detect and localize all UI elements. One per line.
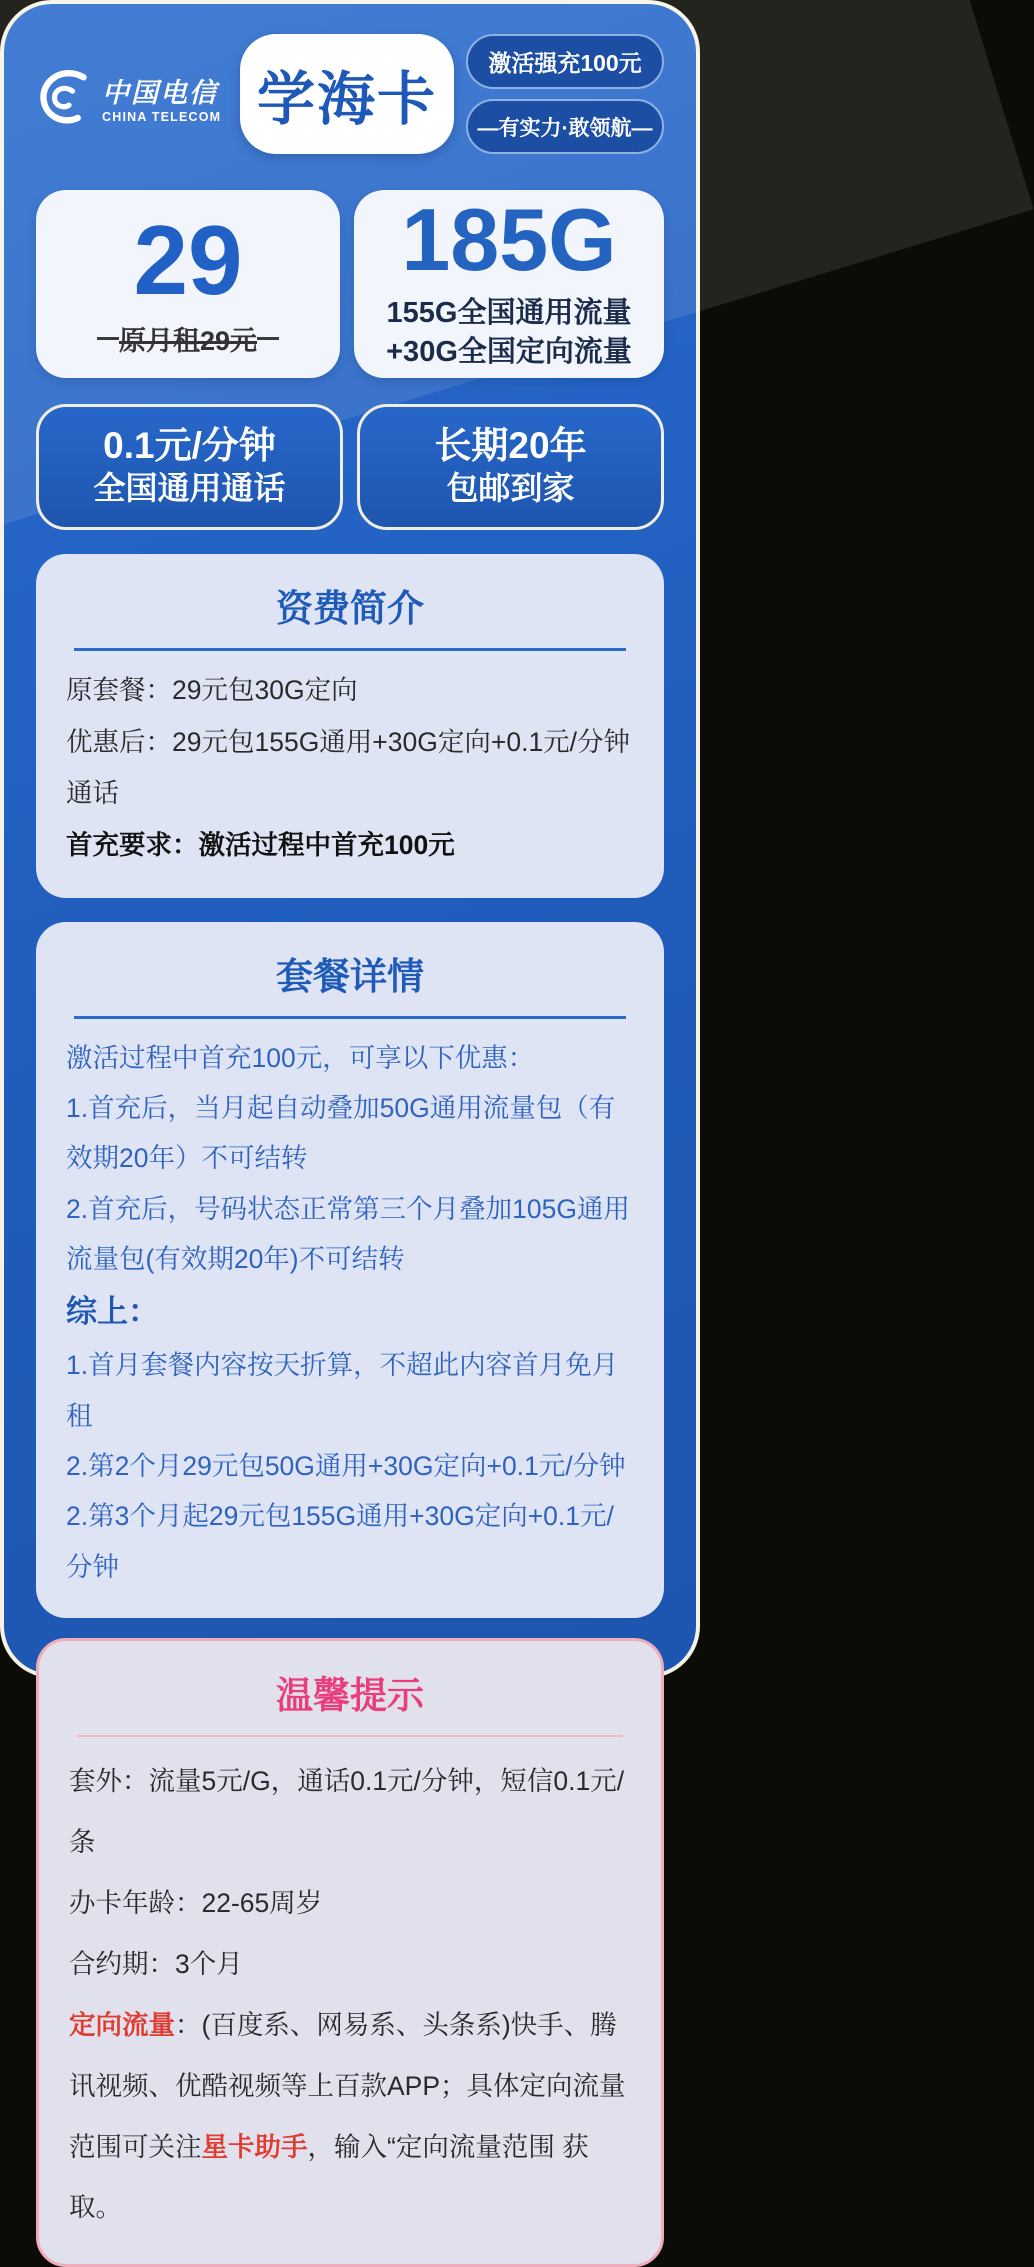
fee-intro-title: 资费简介 xyxy=(276,588,424,629)
plan-detail-divider xyxy=(74,1016,626,1019)
summary-line: 2.第2个月29元包50G通用+30G定向+0.1元/分钟 xyxy=(66,1450,626,1481)
data-total: 185G xyxy=(401,189,617,289)
china-telecom-logo-icon xyxy=(36,68,94,126)
call-rate-card xyxy=(36,404,343,530)
brand-logo xyxy=(36,34,228,154)
long-term-line1: 长期20年 xyxy=(434,425,587,466)
long-term-line2: 包邮到家 xyxy=(446,470,575,507)
tips-title: 温馨提示 xyxy=(276,1674,424,1716)
feature-row xyxy=(36,404,664,530)
brand-text xyxy=(102,71,221,124)
brand-name-en: CHINA TELECOM xyxy=(102,109,222,124)
plan-detail-title: 套餐详情 xyxy=(276,955,424,997)
tip-line: 套外：流量5元/G，通话0.1元/分钟，短信0.1元/条 xyxy=(69,1765,625,1857)
price-row xyxy=(36,190,664,378)
detail-line: 2.首充后，号码状态正常第三个月叠加105G通用流量包(有效期20年)不可结转 xyxy=(66,1193,630,1275)
directional-text: (百度系、网易系、头条系)快手、腾讯视频、优酷视频等上百款APP；具体定向流量范围可关注 xyxy=(69,2009,626,2162)
data-directional-line: +30G全国定向流量 xyxy=(386,336,632,368)
header xyxy=(36,34,664,154)
tip-line: 合约期：3个月 xyxy=(69,1948,243,1979)
starcard-assistant-highlight: 星卡助手 xyxy=(201,2131,308,2162)
fee-line: 优惠后：29元包155G通用+30G定向+0.1元/分钟通话 xyxy=(66,726,631,809)
detail-line: 1.首充后，当月起自动叠加50G通用流量包（有效期20年）不可结转 xyxy=(66,1093,616,1174)
summary-line: 1.首月套餐内容按天折算，不超此内容首月免月租 xyxy=(66,1350,619,1431)
long-term-card xyxy=(357,404,664,530)
call-rate-line2: 全国通用通话 xyxy=(93,470,286,507)
directional-traffic-label: 定向流量 xyxy=(69,2009,175,2040)
directional-traffic-paragraph xyxy=(69,1995,631,2239)
detail-line: 激活过程中首充100元，可享以下优惠： xyxy=(66,1042,535,1073)
summary-line: 2.第3个月起29元包155G通用+30G定向+0.1元/分钟 xyxy=(66,1501,614,1582)
fee-recharge-requirement: 首充要求：激活过程中首充100元 xyxy=(66,830,455,861)
plan-detail-section xyxy=(36,922,664,1618)
brand-name-cn: 中国电信 xyxy=(102,77,218,108)
product-title-card xyxy=(240,34,454,154)
data-general-line: 155G全国通用流量 xyxy=(386,296,632,329)
call-rate-line1: 0.1元/分钟 xyxy=(103,425,276,466)
header-badges xyxy=(466,34,664,154)
monthly-price-card xyxy=(36,190,340,378)
price-value: 29 xyxy=(133,204,243,315)
original-price-wrap xyxy=(97,319,279,358)
slogan-badge: —有实力·敢领航— xyxy=(466,99,664,154)
directional-colon: ： xyxy=(175,2009,202,2040)
fee-intro-section xyxy=(36,554,664,898)
tips-section xyxy=(36,1638,664,2267)
recharge-badge: 激活强充100元 xyxy=(466,34,664,89)
summary-label: 综上： xyxy=(66,1294,159,1330)
product-title: 学海卡 xyxy=(256,67,437,132)
data-breakdown xyxy=(386,294,632,372)
fee-intro-divider xyxy=(74,648,626,651)
tip-line: 办卡年龄：22-65周岁 xyxy=(69,1887,323,1918)
directional-tail: ，输入“定向流量范围 获取。 xyxy=(69,2131,589,2223)
fee-line: 原套餐：29元包30G定向 xyxy=(66,675,358,705)
original-price: 原月租29元 xyxy=(118,325,258,356)
data-total-card xyxy=(354,190,664,378)
tips-divider xyxy=(77,1735,623,1737)
